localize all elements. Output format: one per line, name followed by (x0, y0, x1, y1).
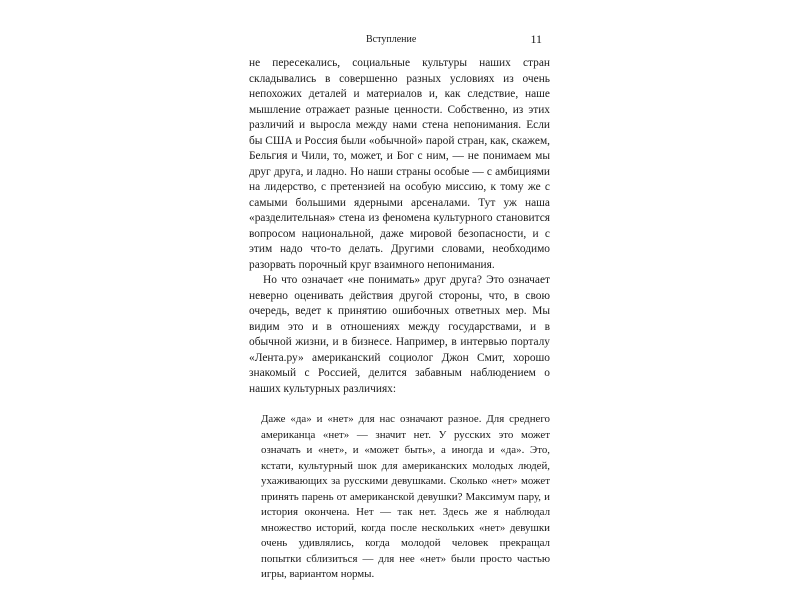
block-quote: Даже «да» и «нет» для нас означают разное. Для среднего американца «нет» — значит нет. У русских это может означать и «нет», и «может быть», а иногда и «да». Это, кстати, культурный шок для американских молодых людей, ухаживающих за русскими девушками. Сколько «нет» может принять парень от американской девушки? Максимум пару, и история окончена. Нет — так нет. Здесь же я наблюдал множество историй, когда после нескольких «нет» девушки очень удивлялись, когда молодой человек прекращал попытки сблизиться — для нее «нет» были просто частью игры, вариантом нормы. (261, 413, 550, 580)
paragraph-continued: не пересекались, социальные культуры наших стран складывались в совершенно разных условиях из очень непохожих деталей и материалов и, как следствие, наше мышление отражает разные ценности. Собственно, из этих различий и выросла между нами стена непонимания. Если бы США и Россия были «обычной» парой стран, как, скажем, Бельгия и Чили, то, может, и Бог с ним, — не понимаем мы друг друга, и ладно. Но наши страны особые — с амбициями на лидерство, с претензией на особую миссию, к тому же с самыми большими ядерными арсеналами. Тут уж наша «разделительная» стена из феномена культурного становится вопросом национальной, даже мировой безопасности, и с этим надо что-то делать. Другими словами, необходимо разорвать порочный круг взаимного непонимания. (249, 57, 550, 271)
running-title: Вступление (366, 34, 417, 45)
paragraph: Но что означает «не понимать» друг друга? Это означает неверно оценивать действия другой стороны, что, в свою очередь, ведет к принятию ошибочных ответных мер. Мы видим это и в отношениях между государствами, и в обычной жизни, и в бизнесе. Например, в интервью порталу «Лента.ру» американский социолог Джон Смит, хорошо знакомый с Россией, делится забавным наблюдением о наших культурных различиях: (249, 274, 550, 395)
page-number: 11 (530, 32, 542, 46)
running-head (249, 30, 550, 50)
body-text (249, 56, 550, 397)
book-page (249, 30, 550, 580)
